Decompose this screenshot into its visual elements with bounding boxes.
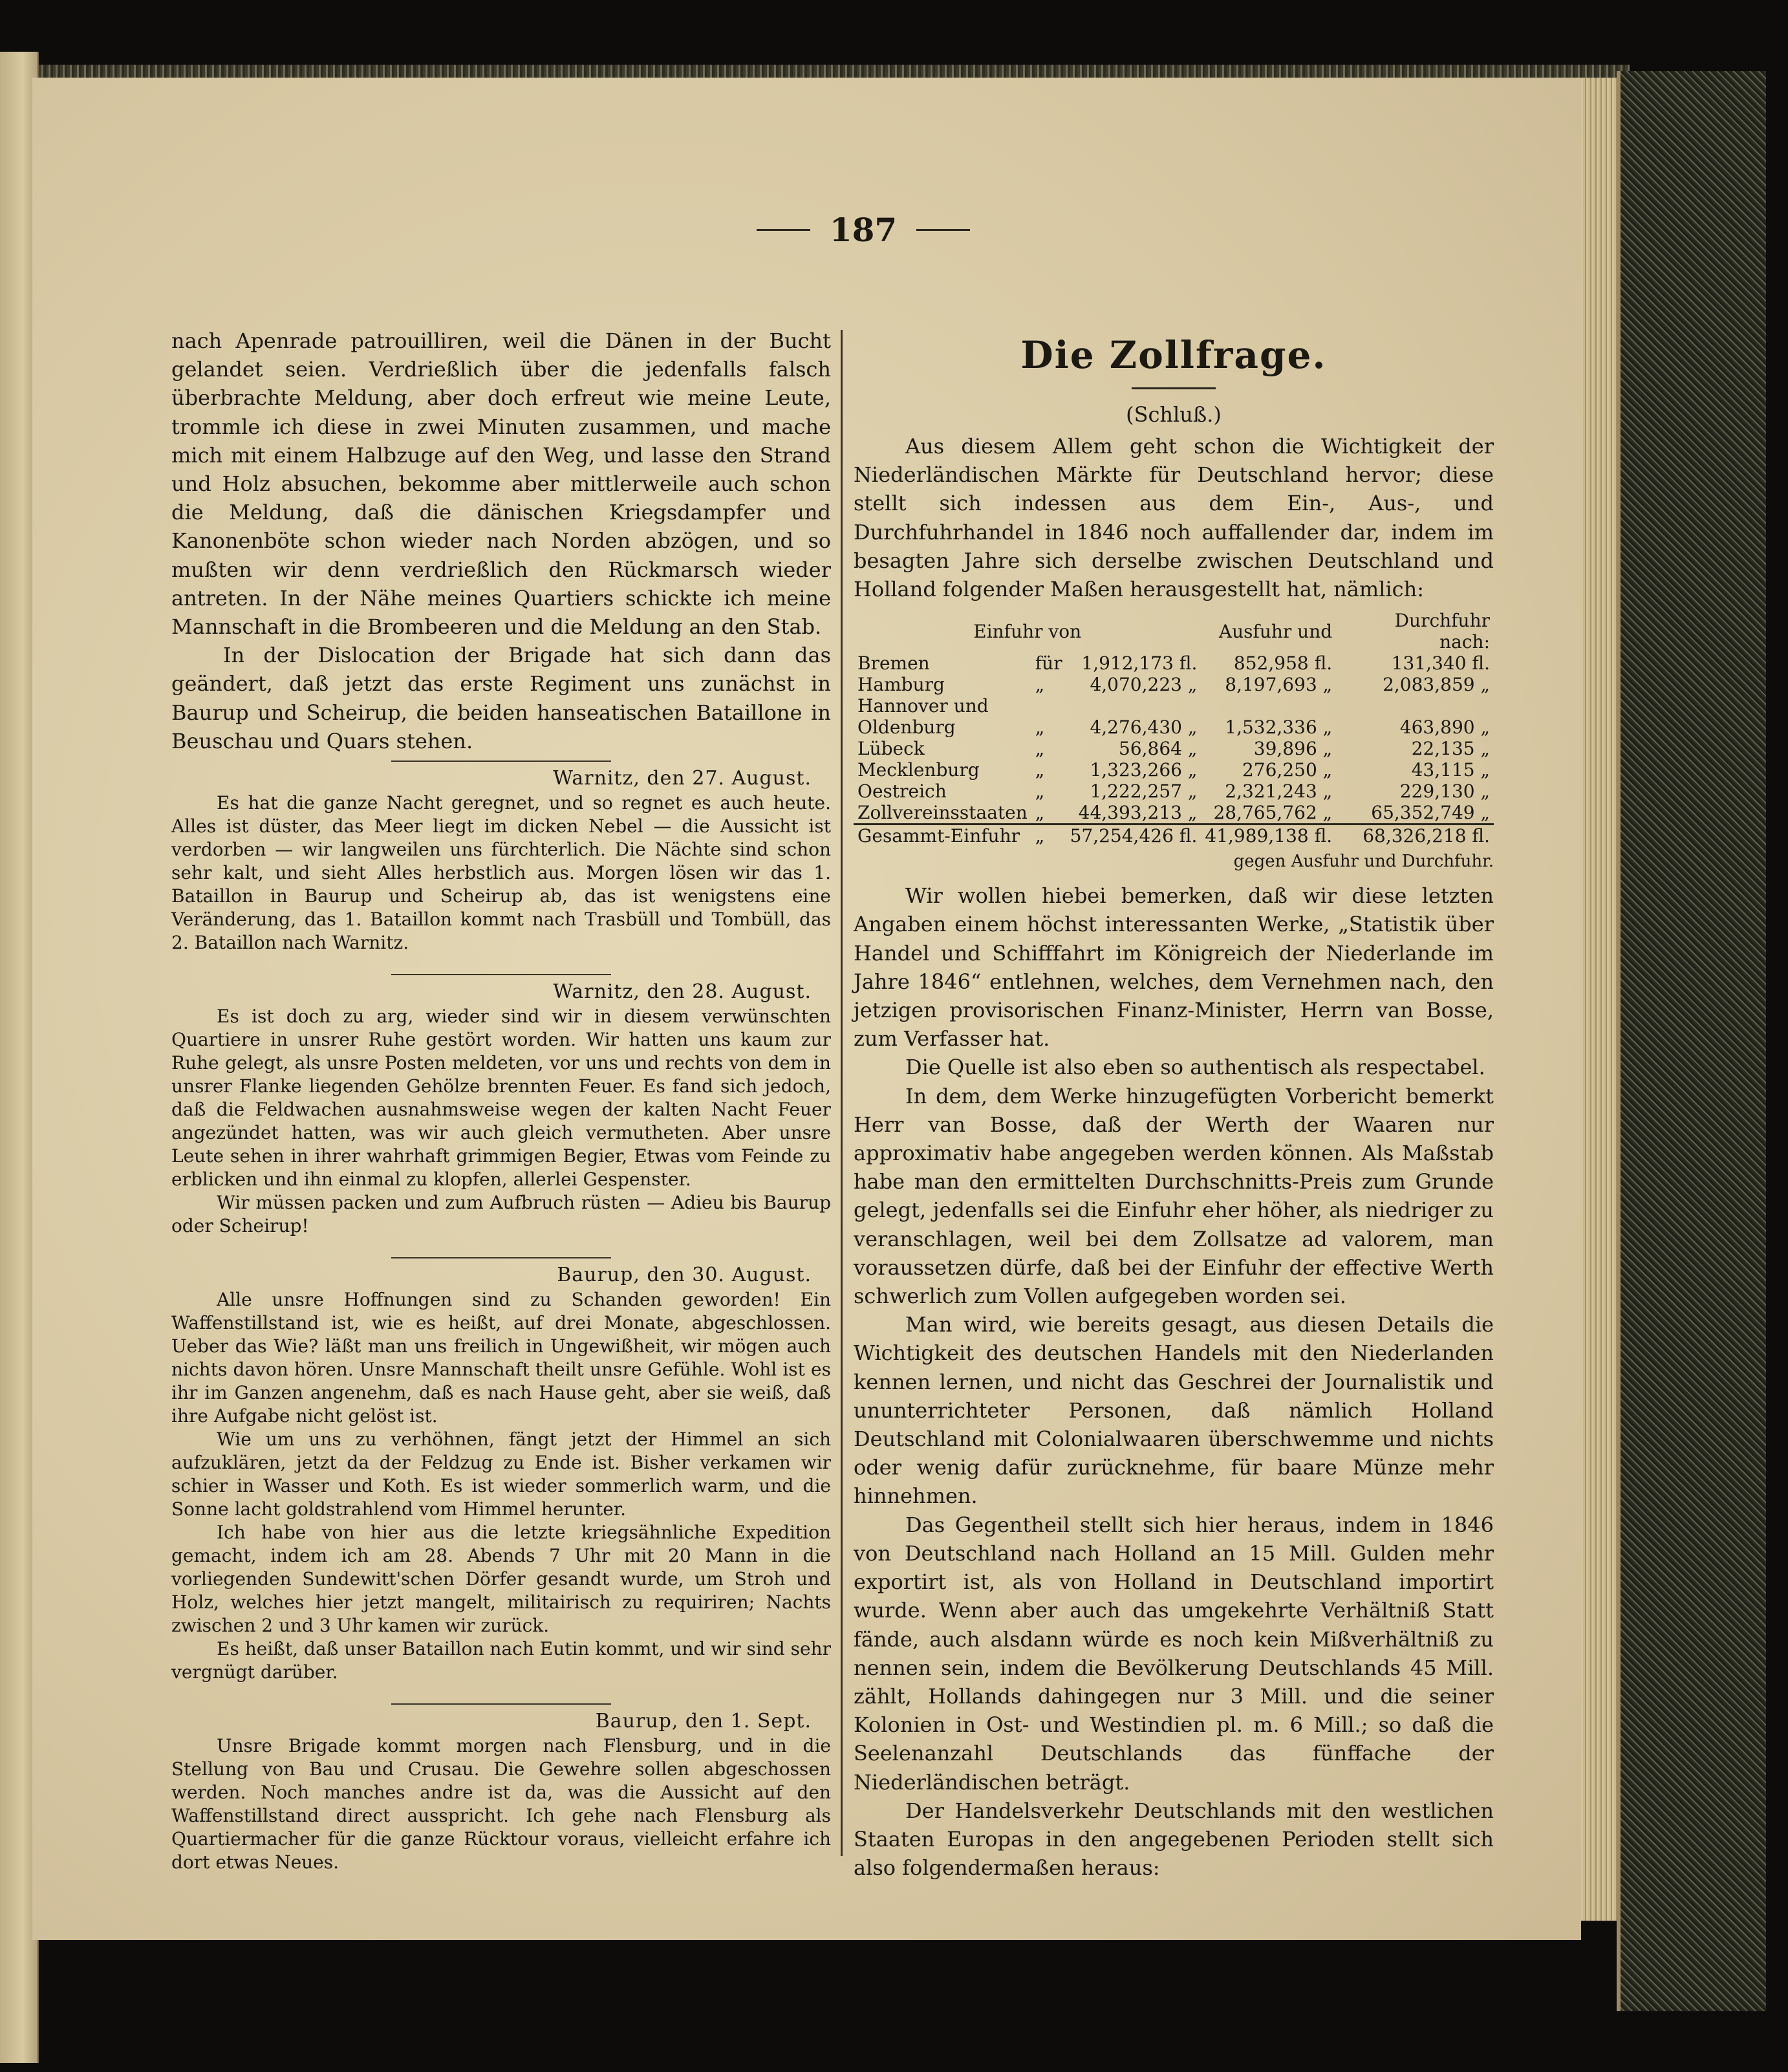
paragraph: Wir wollen hiebei bemerken, daß wir diese letzten Angaben einem höchst interessanten Werke, „Statistik über Handel und Schifffahrt im Königreich der Niederlande im Jahre 1846“ entlehnen, welches, dem Vernehmen nach, den jetzigen provisorischen Finanz-Minister, Herrn van Bosse, zum Verfasser hat.: [854, 883, 1494, 1052]
paragraph: nach Apenrade patrouilliren, weil die Dänen in der Bucht gelandet seien. Verdrießlich über die jedenfalls falsch überbrachte Meldung, aber doch erfreut wie meine Leute, trommle ich diese in zwei Minuten zusammen, und mache mich mit einem Halbzuge auf den Weg, und lasse den Strand und Holz absuchen, bekomme aber mittlerweile auch schon die Meldung, daß die dänischen Kriegsdampfer und Kanonenböte schon wieder nach Norden abzögen, und so mußten wir denn verdrießlich den Rückmarsch wieder antreten. In der Nähe meines Quartiers schickte ich meine Mannschaft in die Brombeeren und die Meldung an den Stab.: [171, 329, 831, 640]
table-row: [854, 738, 1494, 759]
table-row: [854, 674, 1494, 695]
trade-table: [854, 610, 1494, 847]
entry-dateline: Baurup, den 30. August.: [557, 1264, 812, 1287]
cell-prefix: „: [1035, 759, 1045, 781]
entry-separator: [391, 974, 611, 975]
table-row: [854, 802, 1494, 825]
title-rule: [1132, 387, 1216, 389]
table-note: gegen Ausfuhr und Durchfuhr.: [1233, 852, 1494, 872]
paragraph: Es hat die ganze Nacht geregnet, und so regnet es auch heute. Alles ist düster, das Meer liegt im dicken Nebel — die Aussicht ist verdorben — wir langweilen uns fürchterlich. Die Nächte sind schon sehr kalt, und sieht Alles herbstlich aus. Morgen lösen wir das 1. Bataillon in Baurup und Scheirup ab, das ist wenigstens eine Veränderung, das 1. Bataillon kommt nach Trasbüll und Tombüll, das 2. Bataillon nach Warnitz.: [171, 792, 831, 954]
right-column: [854, 327, 1494, 1882]
header-dash-right: [916, 229, 970, 231]
cell-einfuhr: 1,323,266 „: [1090, 759, 1198, 781]
entry-separator: [391, 1257, 611, 1258]
entry-separator: [391, 1703, 611, 1705]
paragraph: Man wird, wie bereits gesagt, aus diesen Details die Wichtigkeit des deutschen Handels mit den Niederlanden kennen lernen, und nicht das Geschrei der Journalistik und ununterrichteter Personen, daß nämlich Holland Deutschland mit Colonialwaaren überschwemme und nichts oder wenig dafür zurücknehme, für baare Münze mehr hinnehmen.: [854, 1312, 1494, 1509]
paragraph: Unsre Brigade kommt morgen nach Flensburg, und in die Stellung von Bau und Crusau. Die Gewehre sollen abgeschossen werden. Noch manches andre ist da, was die Aussicht auf den Waffenstillstand direct ausspricht. Ich gehe nach Flensburg als Quartiermacher für die ganze Rücktour voraus, vielleicht erfahre ich dort etwas Neues.: [171, 1735, 831, 1873]
cell-place: Hamburg: [857, 674, 945, 696]
paragraph: Ich habe von hier aus die letzte kriegsähnliche Expedition gemacht, indem ich am 28. Abends 7 Uhr mit 20 Mann in die vorliegenden Sundewitt'schen Dörfer gesandt wurde, um Stroh und Holz, welches hier jetzt mangelt, militairisch zu requiriren; Nachts zwischen 2 und 3 Uhr kamen wir zurück.: [171, 1522, 831, 1637]
cell-prefix: „: [1035, 802, 1045, 824]
cell-einfuhr: 1,912,173 fl.: [1081, 653, 1198, 674]
paragraph: Alle unsre Hoffnungen sind zu Schanden geworden! Ein Waffenstillstand ist, wie es heißt, auf drei Monate, abgeschlossen. Ueber das Wie? läßt man uns freilich in Ungewißheit, wir mögen auch nichts davon hören. Unsre Mannschaft theilt unsre Gefühle. Wohl ist es ihr im Ganzen angenehm, daß es nach Hause geht, aber sie weiß, daß ihre Aufgabe nicht gelöst ist.: [171, 1289, 831, 1427]
cell-prefix: für: [1035, 653, 1062, 674]
cell-einfuhr: [1066, 695, 1201, 717]
paragraph: Das Gegentheil stellt sich hier heraus, indem in 1846 von Deutschland nach Holland an 15 Mill. Gulden mehr exportirt ist, als von Holland in Deutschland importirt wurde. Wenn aber auch das umgekehrte Verhältniß Statt fände, auch alsdann würde es noch kein Mißverhältniß zu nennen sein, indem die Bevölkerung Deutschlands 45 Mill. zählt, Hollands dahingegen nur 3 Mill. und die seiner Kolonien in Ost- und Westindien pl. m. 6 Mill.; so daß die Seelenanzahl Deutschlands das fünffache der Niederländischen beträgt.: [854, 1512, 1494, 1795]
table-total-row: [854, 825, 1494, 847]
cell-einfuhr: 1,222,257 „: [1090, 781, 1198, 803]
cell-place: Lübeck: [857, 738, 925, 760]
entry-separator: [391, 761, 611, 762]
book-cover-edge: [1617, 71, 1766, 2011]
table-row: [854, 695, 1494, 717]
trade-table-header: [854, 610, 1494, 653]
cell-ausfuhr: 276,250 „: [1242, 759, 1333, 781]
cell-prefix: „: [1035, 781, 1045, 803]
cell-einfuhr: 44,393,213 „: [1078, 802, 1198, 824]
left-column: [171, 327, 831, 1874]
cell-durchfuhr: 2,083,859 „: [1383, 674, 1490, 696]
cell-einfuhr: 4,070,223 „: [1090, 674, 1198, 696]
cell-place: Oldenburg: [857, 717, 956, 739]
article-subtitle: (Schluß.): [1126, 402, 1222, 427]
cell-ausfuhr: 2,321,243 „: [1225, 781, 1333, 803]
cell-ausfuhr: 8,197,693 „: [1225, 674, 1333, 696]
page-number: 187: [829, 210, 898, 249]
cell-ausfuhr: 1,532,336 „: [1225, 717, 1333, 739]
cell-durchfuhr: [1336, 695, 1494, 717]
paragraph: Es heißt, daß unser Bataillon nach Eutin kommt, und wir sind sehr vergnügt darüber.: [171, 1638, 831, 1683]
cell-einfuhr: 56,864 „: [1118, 738, 1198, 760]
cell-ausfuhr: 28,765,762 „: [1213, 802, 1333, 824]
cell-durchfuhr: 463,890 „: [1399, 717, 1490, 739]
header-ausfuhr: Ausfuhr und: [1218, 620, 1333, 642]
cell-place: Hannover und: [857, 695, 989, 717]
cell-einfuhr: 4,276,430 „: [1090, 717, 1198, 739]
entry-dateline: Warnitz, den 27. August.: [553, 767, 812, 790]
cell-durchfuhr: 229,130 „: [1399, 781, 1490, 803]
header-einfuhr: Einfuhr von: [973, 620, 1082, 642]
cell-ausfuhr: 39,896 „: [1253, 738, 1333, 760]
table-row: [854, 717, 1494, 738]
cell-ausfuhr: 41,989,138 fl.: [1201, 825, 1336, 847]
paragraph: In dem, dem Werke hinzugefügten Vorbericht bemerkt Herr van Bosse, daß der Werth der Waaren nur approximativ habe angegeben werden können. Als Maßstab habe man den ermittelten Durchschnitts-Preis zum Grunde gelegt, jedenfalls sei die Einfuhr eher höher, als niedriger zu veranschlagen, weil bei dem Zollsatze ad valorem, man voraussetzen dürfe, daß bei der Einfuhr der effective Werth schwerlich zum Vollen aufgegeben worden sei.: [854, 1083, 1494, 1309]
cell-place: Oestreich: [857, 781, 947, 803]
cell-durchfuhr: 65,352,749 „: [1371, 802, 1490, 824]
header-dash-left: [757, 229, 810, 231]
table-row: [854, 759, 1494, 781]
cell-durchfuhr: 22,135 „: [1411, 738, 1490, 760]
book-page: [32, 78, 1581, 1940]
paragraph: In der Dislocation der Brigade hat sich dann das geändert, daß jetzt das erste Regiment uns zunächst in Baurup und Scheirup, die beiden hanseatischen Bataillone in Beuschau und Quars stehen.: [171, 643, 831, 753]
cell-place: Mecklenburg: [857, 759, 980, 781]
page-header: [757, 204, 970, 255]
cell-ausfuhr: [1201, 695, 1336, 717]
cell-durchfuhr: 131,340 fl.: [1391, 653, 1490, 674]
table-row: [854, 653, 1494, 674]
paragraph: Wir müssen packen und zum Aufbruch rüsten — Adieu bis Baurup oder Scheirup!: [171, 1192, 831, 1237]
cell-prefix: „: [1031, 825, 1066, 847]
header-durchfuhr: Durchfuhr nach:: [1394, 610, 1490, 653]
paragraph: Der Handelsverkehr Deutschlands mit den westlichen Staaten Europas in den angegebenen Perioden stellt sich also folgendermaßen heraus:: [854, 1798, 1494, 1881]
article-title: Die Zollfrage.: [1020, 333, 1327, 377]
cell-prefix: „: [1035, 674, 1045, 696]
entry-dateline: Baurup, den 1. Sept.: [595, 1710, 812, 1733]
cell-prefix: [1031, 695, 1066, 717]
entry-dateline: Warnitz, den 28. August.: [553, 980, 812, 1004]
cell-place: Bremen: [857, 653, 930, 674]
paragraph: Die Quelle ist also eben so authentisch als respectabel.: [905, 1055, 1485, 1080]
cell-einfuhr: 57,254,426 fl.: [1066, 825, 1201, 847]
column-divider: [841, 330, 843, 1856]
paragraph: Wie um uns zu verhöhnen, fängt jetzt der Himmel an sich aufzuklären, jetzt da der Feldzug zu Ende ist. Bisher verkamen wir schier in Wasser und Koth. Es ist wieder sommerlich warm, und die Sonne lacht goldstrahlend vom Himmel herunter.: [171, 1429, 831, 1520]
table-row: [854, 781, 1494, 802]
paragraph: Aus diesem Allem geht schon die Wichtigkeit der Niederländischen Märkte für Deutschland hervor; diese stellt sich indessen aus dem Ein-, Aus-, und Durchfuhrhandel in 1846 noch auffallender dar, indem im besagten Jahre sich derselbe zwischen Deutschland und Holland folgender Maßen herausgestellt hat, nämlich:: [854, 434, 1494, 602]
cell-durchfuhr: 68,326,218 fl.: [1336, 825, 1494, 847]
paragraph: Es ist doch zu arg, wieder sind wir in diesem verwünschten Quartiere in unsrer Ruhe gestört worden. Wir hatten uns kaum zur Ruhe gelegt, als unsre Posten meldeten, vor uns und rechts von dem in unsrer Flanke liegenden Gehölze brennten Feuer. Es fand sich jedoch, daß die Feldwachen ausnahmsweise wegen der kalten Nacht Feuer angezündet hatten, was wir auch gleich vermutheten. Aber unsre Leute sehen in ihrer wahrhaft grimmigen Begier, Etwas vom Feinde zu erblicken und ihn einmal zu klopfen, allerlei Gespenster.: [171, 1006, 831, 1191]
cell-prefix: „: [1035, 717, 1045, 739]
cell-place: Zollvereinsstaaten: [857, 802, 1028, 824]
cell-ausfuhr: 852,958 fl.: [1233, 653, 1333, 674]
page-block-edge: [1578, 78, 1617, 1921]
cell-place: Gesammt-Einfuhr: [854, 825, 1031, 847]
cell-prefix: „: [1035, 738, 1045, 760]
cell-durchfuhr: 43,115 „: [1411, 759, 1490, 781]
